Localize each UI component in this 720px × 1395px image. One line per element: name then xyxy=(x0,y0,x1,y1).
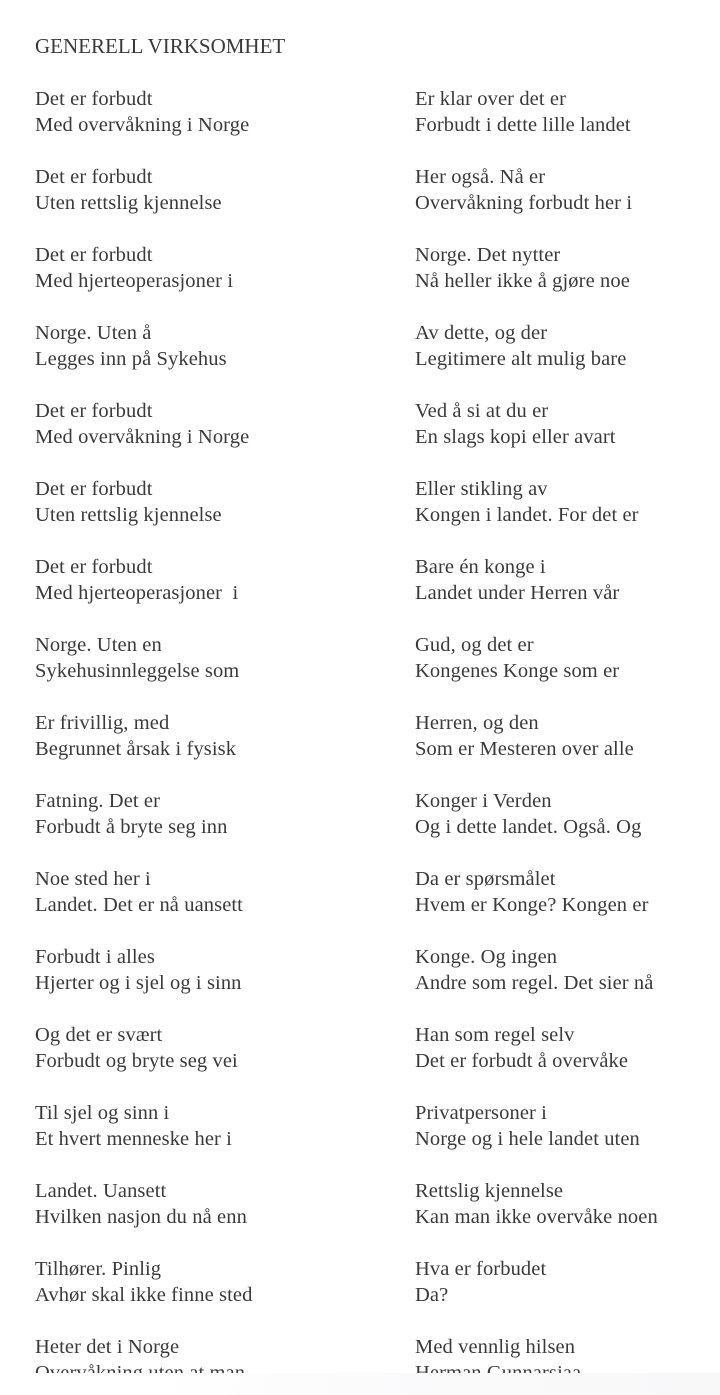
stanza xyxy=(415,944,715,996)
stanza xyxy=(35,242,405,294)
stanza xyxy=(35,86,405,138)
poem-line: Norge og i hele landet uten xyxy=(415,1128,640,1150)
poem-line: Det er forbudt å overvåke xyxy=(415,1050,629,1072)
poem-line: Tilhører. Pinlig xyxy=(35,1258,162,1280)
poem-line: Og det er svært xyxy=(35,1024,163,1046)
poem-line: Avhør skal ikke finne sted xyxy=(35,1284,253,1306)
poem-line: Uten rettslig kjennelse xyxy=(35,504,222,526)
poem-line: Som er Mesteren over alle xyxy=(415,738,634,760)
poem-line: Det er forbudt xyxy=(35,244,153,266)
stanza xyxy=(415,398,715,450)
stanza xyxy=(35,1178,405,1230)
poem-line: Ved å si at du er xyxy=(415,400,549,422)
poem-line: Er klar over det er xyxy=(415,88,567,110)
stanza xyxy=(415,632,715,684)
stanza xyxy=(35,632,405,684)
stanza xyxy=(415,164,715,216)
poem-line: En slags kopi eller avart xyxy=(415,426,616,448)
stanza xyxy=(35,710,405,762)
poem-line: Overvåkning forbudt her i xyxy=(415,192,633,214)
poem-line: Herren, og den xyxy=(415,712,539,734)
stanza xyxy=(35,164,405,216)
stanza xyxy=(415,86,715,138)
poem-line: Landet. Uansett xyxy=(35,1180,167,1202)
stanza xyxy=(35,1256,405,1308)
poem-line: Hvem er Konge? Kongen er xyxy=(415,894,649,916)
poem-line: Han som regel selv xyxy=(415,1024,575,1046)
poem-line: Det er forbudt xyxy=(35,88,153,110)
stanza xyxy=(415,866,715,918)
poem-line: Forbudt i alles xyxy=(35,946,155,968)
poem-line: Med hjerteoperasjoner i xyxy=(35,270,234,292)
poem-line: Og i dette landet. Også. Og xyxy=(415,816,642,838)
poem-line: Hva er forbudet xyxy=(415,1258,547,1280)
poem-line: Uten rettslig kjennelse xyxy=(35,192,222,214)
stanza xyxy=(415,788,715,840)
poem-line: Norge. Uten en xyxy=(35,634,162,656)
poem-line: Landet under Herren vår xyxy=(415,582,620,604)
poem-line: Forbudt og bryte seg vei xyxy=(35,1050,238,1072)
poem-line: Andre som regel. Det sier nå xyxy=(415,972,654,994)
poem-line: Privatpersoner i xyxy=(415,1102,547,1124)
poem-line: Legitimere alt mulig bare xyxy=(415,348,627,370)
page-bottom-edge xyxy=(0,1373,720,1395)
page-title: GENERELL VIRKSOMHET xyxy=(35,34,286,58)
stanza xyxy=(415,554,715,606)
stanza xyxy=(35,944,405,996)
stanza xyxy=(35,398,405,450)
poem-line: Her også. Nå er xyxy=(415,166,546,188)
stanza xyxy=(415,710,715,762)
poem-line: Da? xyxy=(415,1284,449,1306)
stanza xyxy=(35,1100,405,1152)
poem-line: Med overvåkning i Norge xyxy=(35,114,250,136)
poem-line: Kongen i landet. For det er xyxy=(415,504,639,526)
stanza xyxy=(415,242,715,294)
poem-line: Forbudt i dette lille landet xyxy=(415,114,631,136)
poem-line: Kongenes Konge som er xyxy=(415,660,620,682)
poem-line: Til sjel og sinn i xyxy=(35,1102,170,1124)
poem-line: Rettslig kjennelse xyxy=(415,1180,564,1202)
stanza xyxy=(415,1178,715,1230)
poem-line: Hvilken nasjon du nå enn xyxy=(35,1206,247,1228)
poem-line: Begrunnet årsak i fysisk xyxy=(35,738,237,760)
poem-line: Er frivillig, med xyxy=(35,712,170,734)
stanza xyxy=(35,788,405,840)
poem-line: Det er forbudt xyxy=(35,400,153,422)
poem-line: Bare én konge i xyxy=(415,556,546,578)
poem-line: Gud, og det er xyxy=(415,634,534,656)
stanza xyxy=(415,1022,715,1074)
stanza xyxy=(415,476,715,528)
signature-greeting: Med vennlig hilsen xyxy=(415,1336,576,1358)
poem-line: Av dette, og der xyxy=(415,322,548,344)
poem-line: Sykehusinnleggelse som xyxy=(35,660,240,682)
poem-line: Nå heller ikke å gjøre noe xyxy=(415,270,630,292)
poem-line: Eller stikling av xyxy=(415,478,548,500)
stanza xyxy=(35,1022,405,1074)
poem-line: Et hvert menneske her i xyxy=(35,1128,232,1150)
poem-line: Da er spørsmålet xyxy=(415,868,556,890)
poem-line: Kan man ikke overvåke noen xyxy=(415,1206,658,1228)
left-column xyxy=(35,86,405,1386)
stanza xyxy=(415,1100,715,1152)
poem-line: Fatning. Det er xyxy=(35,790,161,812)
poem-line: Heter det i Norge xyxy=(35,1336,180,1358)
poem-line: Landet. Det er nå uansett xyxy=(35,894,243,916)
poem-line: Det er forbudt xyxy=(35,166,153,188)
poem-line: Det er forbudt xyxy=(35,478,153,500)
poem-line: Konge. Og ingen xyxy=(415,946,558,968)
poem-line: Legges inn på Sykehus xyxy=(35,348,227,370)
stanza xyxy=(35,554,405,606)
poem-line: Forbudt å bryte seg inn xyxy=(35,816,228,838)
poem-line: Norge. Uten å xyxy=(35,322,152,344)
stanza xyxy=(35,476,405,528)
poem-line: Det er forbudt xyxy=(35,556,153,578)
right-column xyxy=(415,86,715,1386)
stanza xyxy=(35,320,405,372)
stanza xyxy=(415,320,715,372)
poem-line: Med hjerteoperasjoner i xyxy=(35,582,239,604)
stanza xyxy=(415,1256,715,1308)
poem-line: Hjerter og i sjel og i sinn xyxy=(35,972,242,994)
poem-line: Konger i Verden xyxy=(415,790,552,812)
stanza xyxy=(35,866,405,918)
poem-line: Norge. Det nytter xyxy=(415,244,561,266)
poem-line: Noe sted her i xyxy=(35,868,151,890)
poem-line: Med overvåkning i Norge xyxy=(35,426,250,448)
